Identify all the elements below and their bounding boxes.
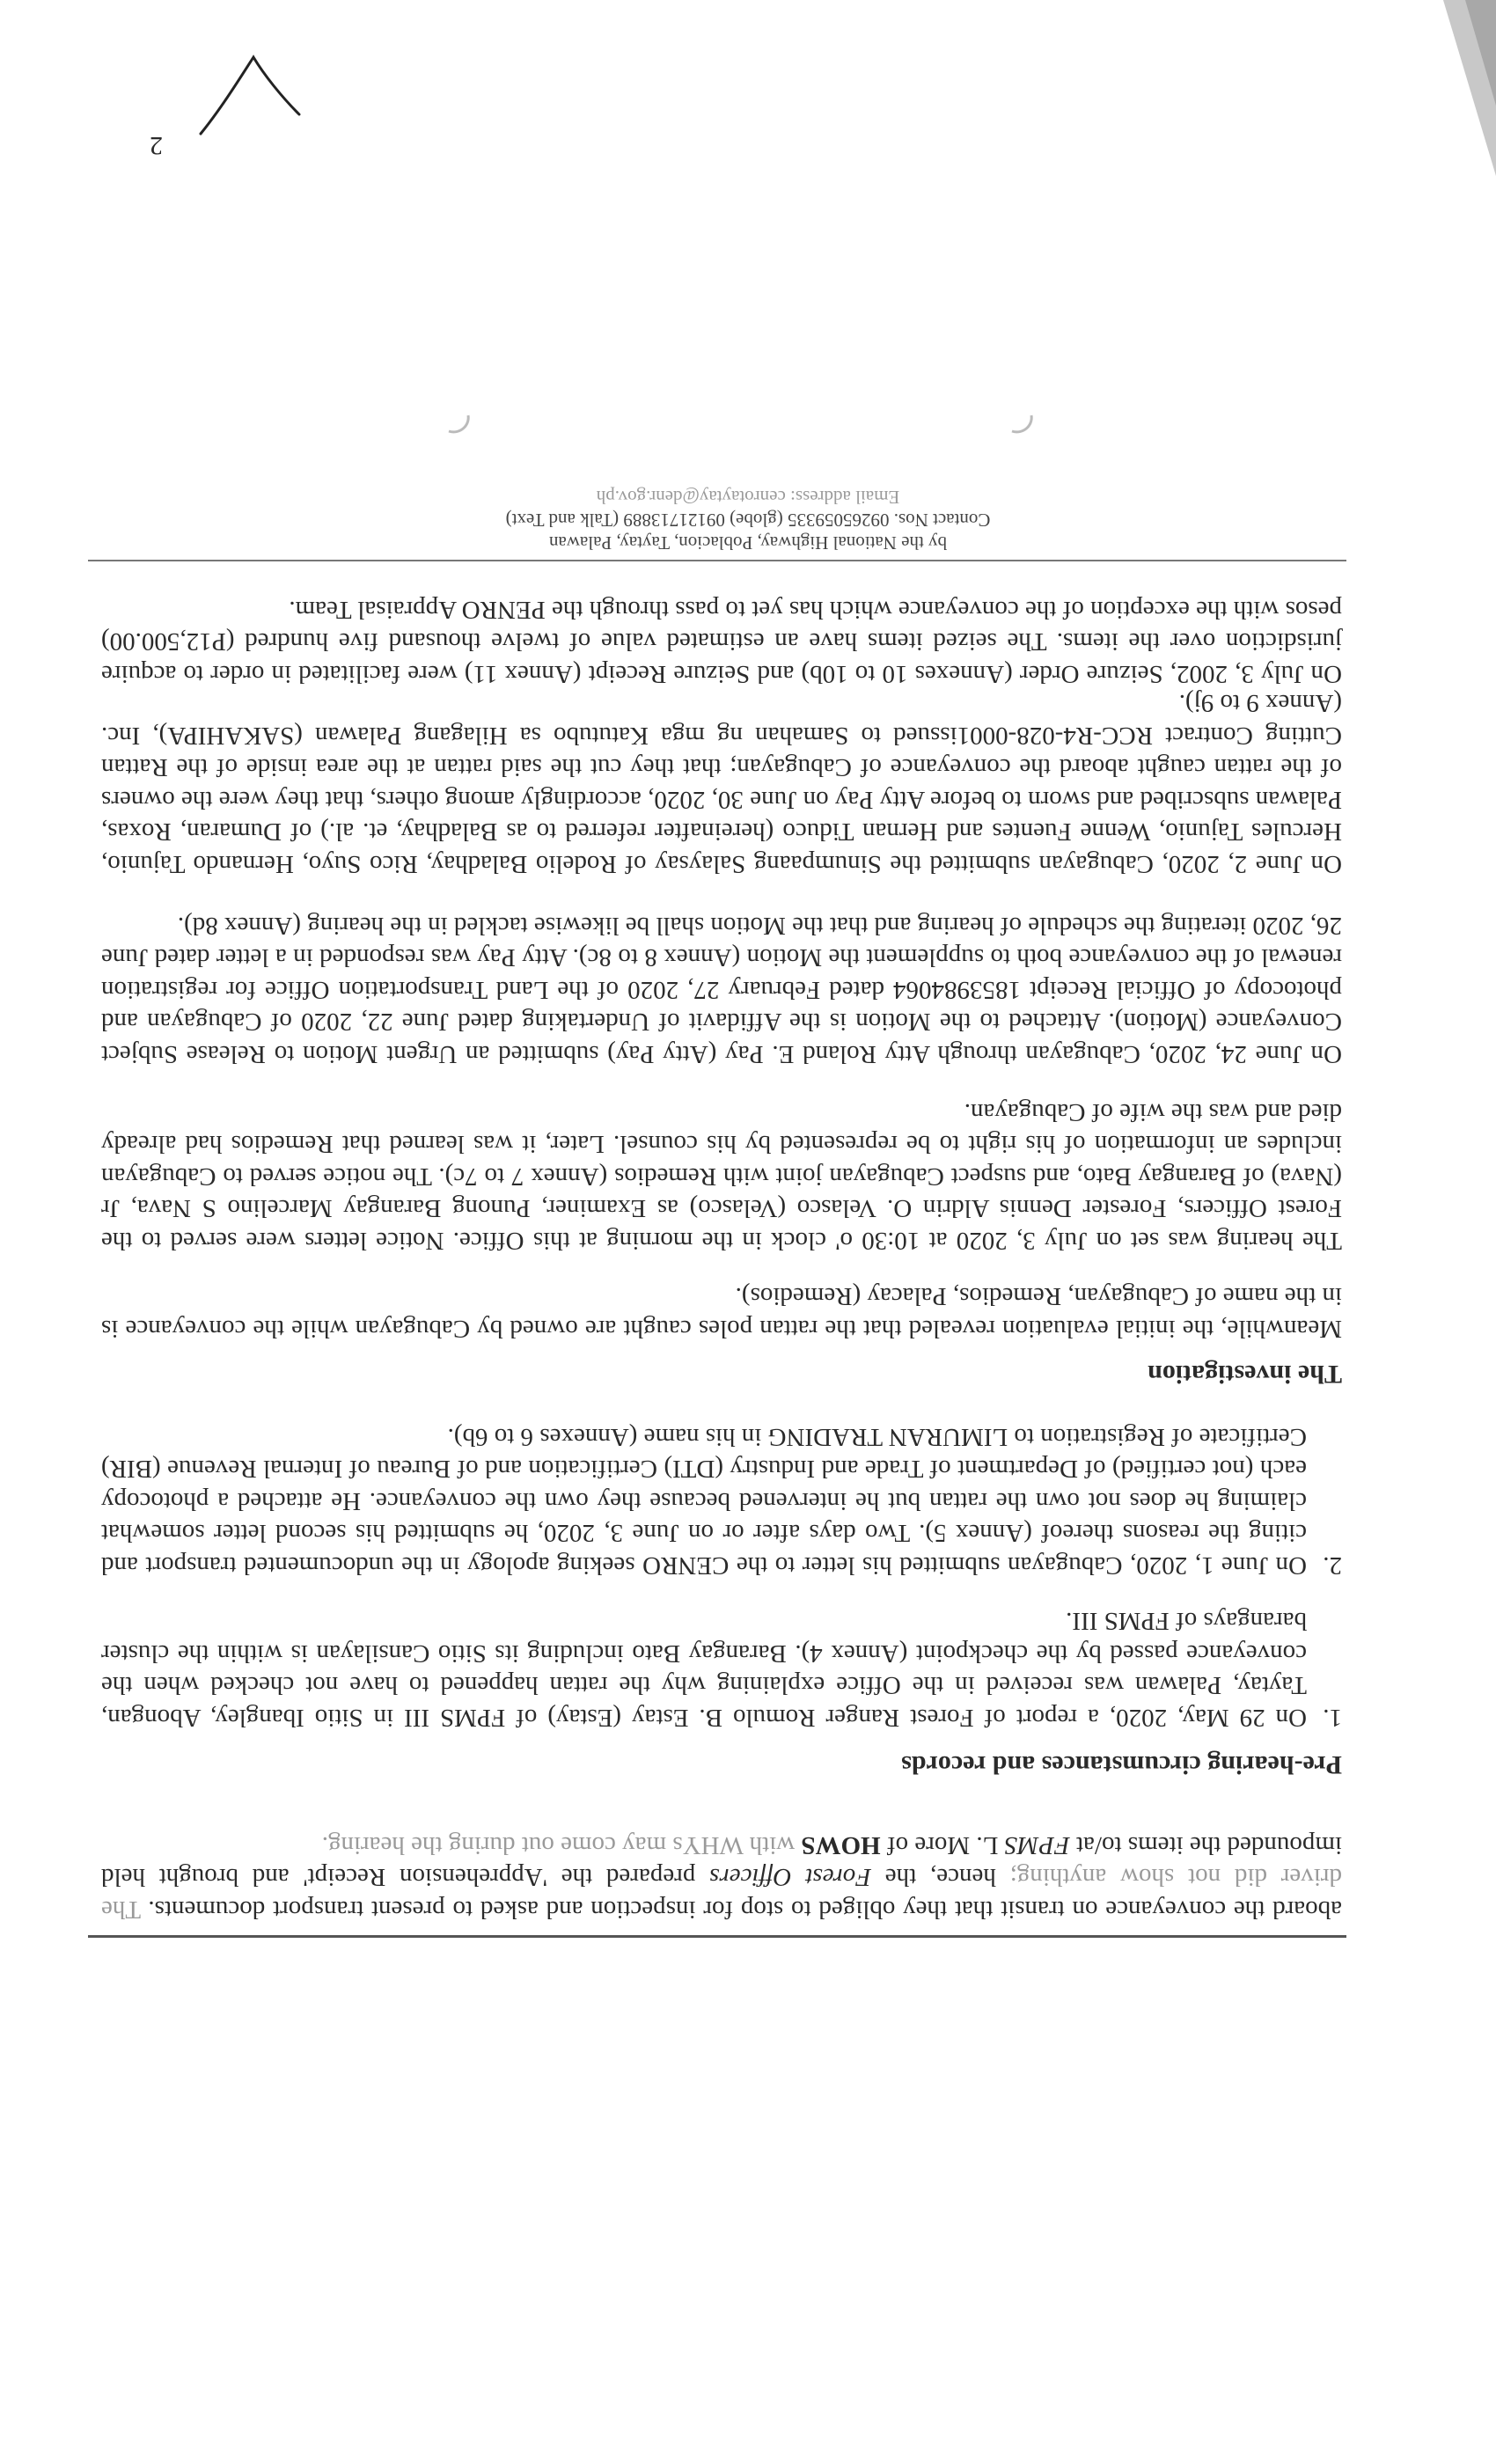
body-paragraph [101, 594, 1342, 691]
footer-rule [88, 560, 1346, 561]
page-number: 2 [150, 131, 163, 160]
section-heading-pre-hearing: Pre-hearing circumstances and records [901, 1750, 1342, 1779]
intro-text-d: L. More of [880, 1831, 1005, 1859]
body-paragraph [101, 687, 1342, 880]
footer-email: Email address: cenrotaytay@denr.gov.ph [596, 487, 900, 508]
paragraph-text: Meanwhile, the initial evaluation revealed that the rattan poles caught are owned by Cabugayan while the conveyance is in the name of Cabugayan, Remedios, Palacay (Remedios). [101, 1282, 1342, 1343]
scan-edge-shadow [1417, 0, 1496, 211]
intro-paragraph [101, 1830, 1342, 1926]
list-item-number: 1. [1323, 1704, 1342, 1732]
punch-mark [440, 405, 475, 440]
body-paragraph [101, 1096, 1342, 1258]
section-heading-investigation: The investigation [1148, 1360, 1342, 1389]
punch-mark [1003, 405, 1038, 440]
list-item [101, 1605, 1342, 1734]
paragraph-text: The hearing was set on July 3, 2020 at 10:30 o' clock in the morning at this Office. Notice letters were served to the Forest Officers, Forester Dennis Aldrin O. Velasco (Velasco) as Examiner, Punong Barangay Marcelino S Nava, Jr (Nava) of Barangay Bato, and suspect Cabugayan joint with Remedios (Annex 7 to 7c). The notice served to Cabugayan includes an information of his right to be represented by his counsel. Later, it was learned that Remedios had already died and was the wife of Cabugayan. [101, 1098, 1342, 1255]
intro-hows: HOWS [801, 1831, 881, 1859]
body-paragraph [101, 910, 1342, 1071]
intro-text-faded: The driver did not show anything; [101, 1863, 1342, 1924]
paragraph-text: On July 3, 2002, Seizure Order (Annexes 10 to 10b) and Seizure Receipt (Annex 11) were facilitated in order to acquire jurisdiction over the items. The seized items have an estimated value of twelve thousand five hundred (P12,500.00) pesos with the exception of the conveyance which has yet to pass through the PENRO Appraisal Team. [101, 596, 1342, 688]
intro-fpms: FPMS [1004, 1831, 1070, 1859]
paragraph-text: On June 24, 2020, Cabugayan through Atty Roland E. Pay (Atty Pay) submitted an Urgent Motion to Release Subject Conveyance (Motion). Attached to the Motion is the Affidavit of Undertaking dated June 22, 2020 of Cabugayan and photocopy of Official Receipt 1853984064 dated February 27, 2020 of the Land Transportation Office for registration renewal of the conveyance both to supplement the Motion (Annex 8 to 8c). Atty Pay was responded in a letter dated June 26, 2020 iterating the schedule of hearing and that the Motion shall be likewise tackled in the hearing (Annex 8d). [101, 912, 1342, 1068]
list-item-text: On 29 May, 2020, a report of Forest Ranger Romulo B. Estay (Estay) of FPMS III in Sitio Ibangley, Abongan, Taytay, Palawan was received in the Office explaining why the rattan happened to have not checked when the conveyance passed by the checkpoint (Annex 4). Barangay Bato including its Sitio Cansilayan is within the cluster barangays of FPMS III. [101, 1607, 1307, 1732]
intro-text-b: hence, the [871, 1863, 1010, 1892]
intro-text-a: aboard the conveyance on transit that they obliged to stop for inspection and asked to present transport documents. [141, 1896, 1342, 1924]
intro-text-c: prepared the 'Apprehension Receipt' and brought held impounded the items to/at [101, 1831, 1342, 1892]
intro-text-e: with WHYs may come out during the hearing. [321, 1831, 802, 1859]
footer-contact: Contact Nos. 09265059335 (globe) 09121713889 (Talk and Text) [505, 510, 991, 531]
paragraph-text: On June 2, 2020, Cabugayan submitted the Sinumpaang Salaysay of Rodelio Baladhay, Rico Suyo, Hernando Tajunio, Hercules Tajunio, Wenne Fuentes and Hernan Tiduco (hereinafter referred to as Baladhay, et. al.) of Dumaran, Roxas, Palawan subscribed and sworn to before Atty Pay on June 30, 2020, accordingly among others, that they were the owners of the rattan caught aboard the conveyance of Cabugayan; that they cut the said rattan at the area inside of the Rattan Cutting Contract RCC-R4-028-0001issued to Samahan ng mga Katutubo sa Hilagang Palawan (SAKAHIPA), Inc. (Annex 9 to 9j). [101, 689, 1342, 878]
handwritten-check-mark [194, 44, 308, 141]
intro-forest-officers: Forest Officers [709, 1863, 872, 1892]
list-item [101, 1421, 1342, 1582]
list-item-text: On June 1, 2020, Cabugayan submitted his letter to the CENRO seeking apology in the undocumented transport and citing the reasons thereof (Annex 5). Two days after or on June 3, 2020, he submitted his second letter somewhat claiming he does not own the rattan but he intervened because they own the conveyance. He attached a photocopy each (not certified) of Department of Trade and Industry (DTI) Certification and of Bureau of Internal Revenue (BIR) Certificate of Registration to LIMURAN TRADING in his name (Annexes 6 to 6b). [101, 1423, 1307, 1580]
body-paragraph [101, 1280, 1342, 1345]
top-rule [88, 1935, 1346, 1938]
list-item-number: 2. [1323, 1551, 1342, 1580]
footer-address: by the National Highway, Poblacion, Taytay, Palawan [548, 532, 948, 554]
